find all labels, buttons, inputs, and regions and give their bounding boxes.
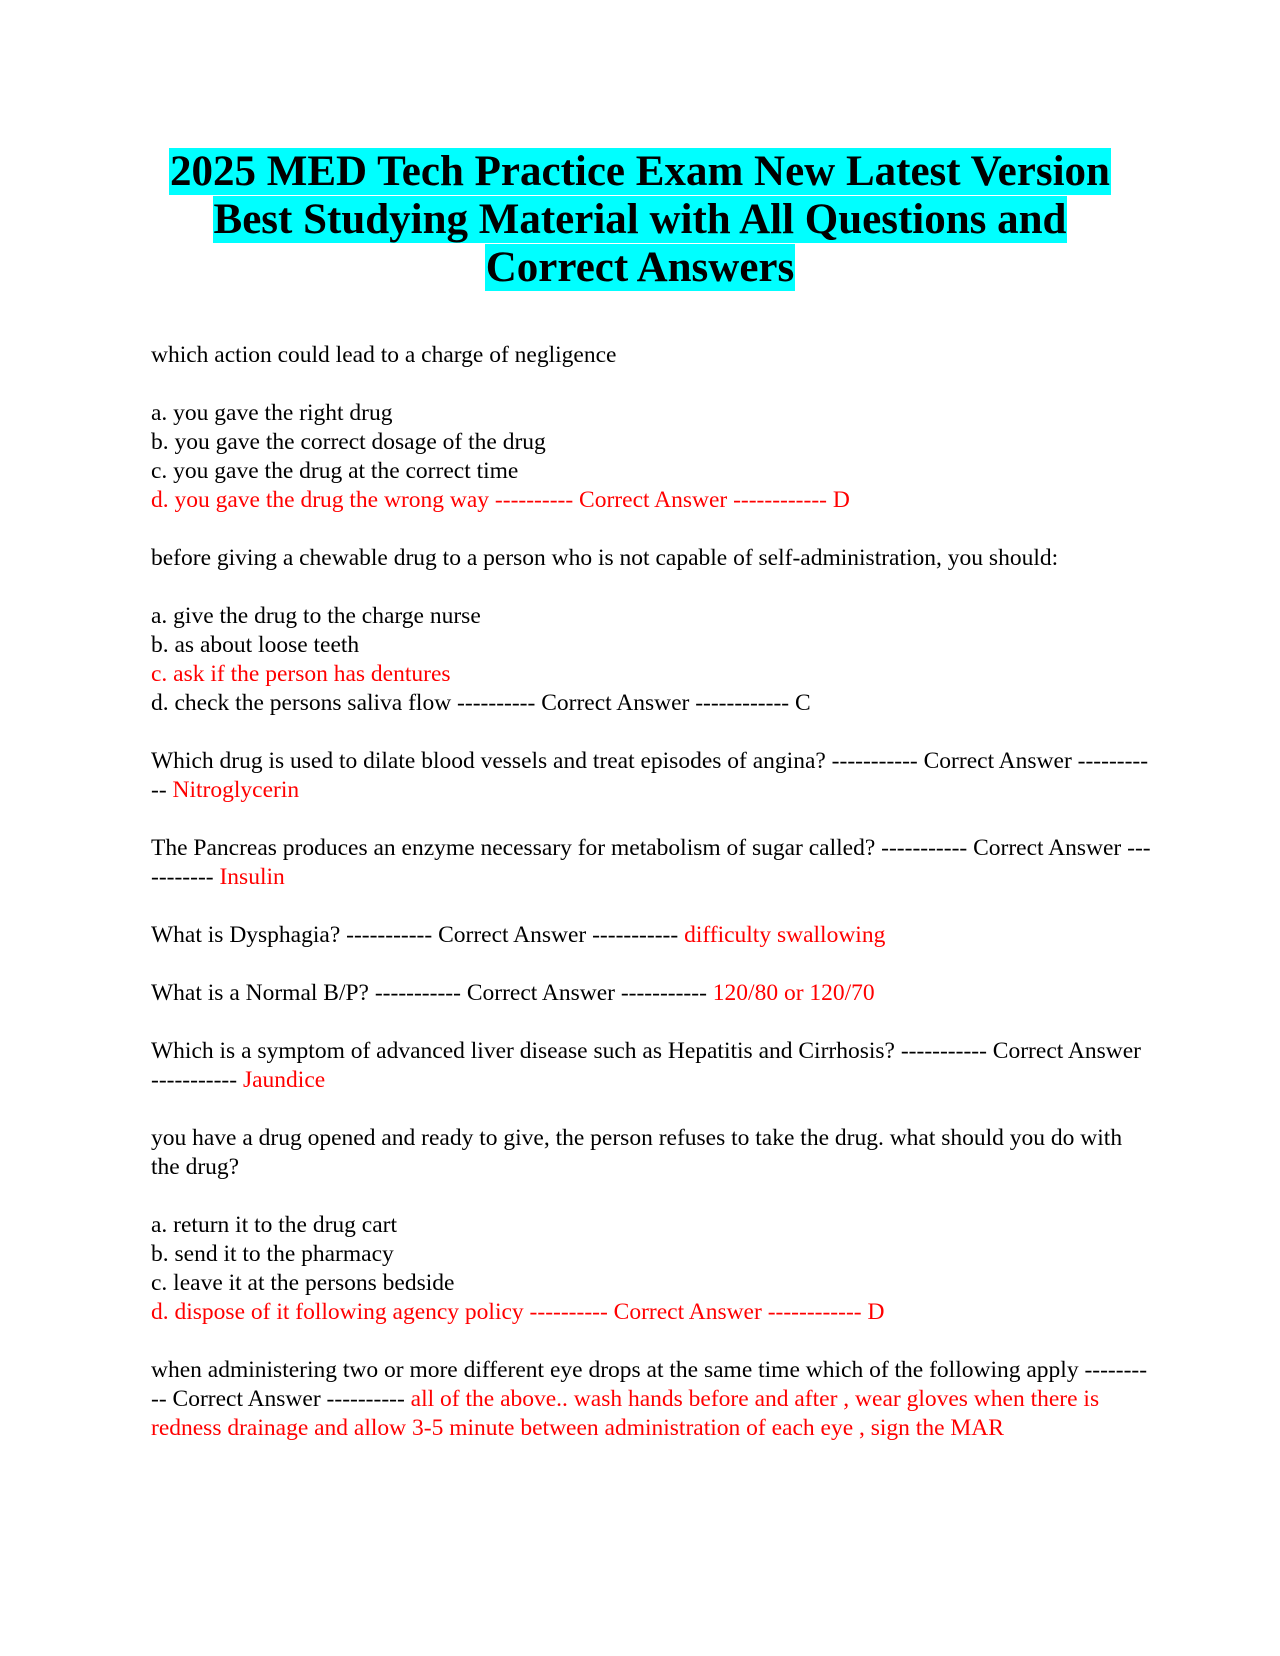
question-1-option-c: c. you gave the drug at the correct time: [151, 458, 519, 484]
question-5: [151, 921, 1151, 950]
question-5-answer: difficulty swallowing: [684, 922, 886, 948]
question-2-text: before giving a chewable drug to a person who is not capable of self-administration, you should:: [151, 545, 1059, 571]
question-2-option-b: b. as about loose teeth: [151, 632, 360, 658]
question-3-answer: Nitroglycerin: [172, 777, 300, 803]
document-title: [0, 148, 1280, 292]
question-7-answer: Jaundice: [242, 1067, 326, 1093]
question-1-option-b: b. you gave the correct dosage of the drug: [151, 429, 546, 455]
question-1-text: which action could lead to a charge of negligence: [151, 342, 617, 368]
question-4: [151, 834, 1151, 892]
question-9-text: when administering two or more different eye drops at the same time which of the following apply ---------- Correct Answer ----------: [151, 1357, 1148, 1412]
question-8-option-b: b. send it to the pharmacy: [151, 1241, 394, 1267]
question-4-answer: Insulin: [219, 864, 285, 890]
question-1-option-a: a. you gave the right drug: [151, 400, 393, 426]
question-6: [151, 979, 1151, 1008]
question-8-text: you have a drug opened and ready to give, the person refuses to take the drug. what should you do with the drug?: [151, 1125, 1123, 1180]
question-9: [151, 1356, 1151, 1443]
question-2-option-c-answer: c. ask if the person has dentures: [151, 661, 451, 687]
title-line-1: 2025 MED Tech Practice Exam New Latest Version: [170, 148, 1110, 195]
question-8-option-d-answer: d. dispose of it following agency policy ---------- Correct Answer ------------ D: [151, 1299, 885, 1325]
question-6-answer: 120/80 or 120/70: [712, 980, 875, 1006]
question-3-text: Which drug is used to dilate blood vessels and treat episodes of angina? ----------- Correct Answer -----------: [151, 748, 1149, 803]
question-4-text: The Pancreas produces an enzyme necessary for metabolism of sugar called? ----------- Correct Answer -----------: [151, 835, 1151, 890]
question-2-option-a: a. give the drug to the charge nurse: [151, 603, 481, 629]
question-9-answer: all of the above.. wash hands before and after , wear gloves when there is redness drainage and allow 3-5 minute between administration of each eye , sign the MAR: [151, 1386, 1100, 1441]
question-list: [151, 341, 1151, 1443]
question-3: [151, 747, 1151, 805]
question-8-option-a: a. return it to the drug cart: [151, 1212, 398, 1238]
question-5-text: What is Dysphagia? ----------- Correct Answer -----------: [151, 922, 685, 948]
question-8-option-c: c. leave it at the persons bedside: [151, 1270, 455, 1296]
question-7-text: Which is a symptom of advanced liver disease such as Hepatitis and Cirrhosis? ----------- Correct Answer -----------: [151, 1038, 1141, 1093]
title-line-2: Best Studying Material with All Questions and: [213, 196, 1067, 243]
question-7: [151, 1037, 1151, 1095]
question-2-option-d: d. check the persons saliva flow ---------- Correct Answer ------------ C: [151, 690, 811, 716]
title-line-3: Correct Answers: [485, 244, 795, 291]
question-1-option-d-answer: d. you gave the drug the wrong way ---------- Correct Answer ------------ D: [151, 487, 850, 513]
question-6-text: What is a Normal B/P? ----------- Correct Answer -----------: [151, 980, 713, 1006]
